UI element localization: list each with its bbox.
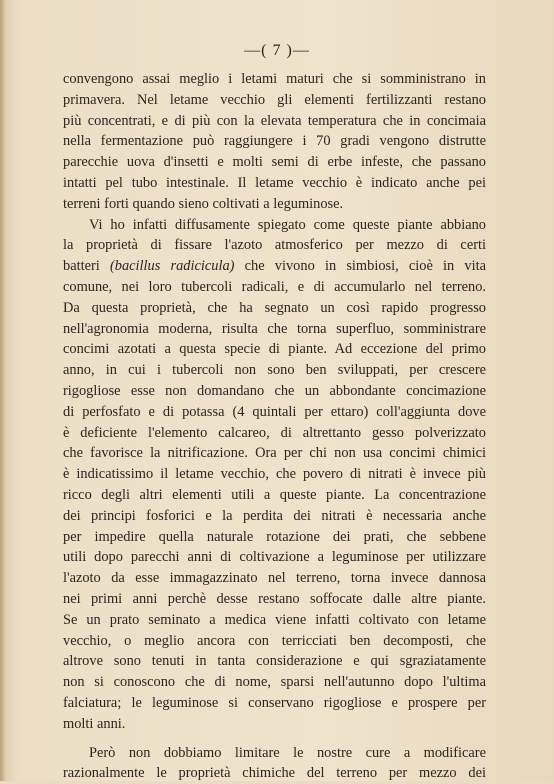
text-line: è deficiente l'elemento calcareo, di altrettanto gesso polverizzato <box>63 423 486 444</box>
text-line: falciatura; le leguminose si conservano rigogliose e prospere per <box>63 693 486 714</box>
text-line: razionalmente le proprietà chimiche del terreno per mezzo dei <box>63 763 486 784</box>
text-segment: batteri <box>63 258 110 274</box>
text-line: è indicatissimo il letame vecchio, che povero di nitrati è invece più <box>63 464 486 485</box>
text-line: nell'agronomia moderna, risulta che torna superfluo, somministrare <box>63 319 486 340</box>
text-line: ricco degli altri elementi utili a queste piante. La concentrazione <box>63 485 486 506</box>
text-line: l'azoto da esse immagazzinato nel terreno, torna invece dannosa <box>63 568 486 589</box>
body-text <box>63 69 486 784</box>
paragraph-1 <box>63 69 486 215</box>
italic-term: (bacillus radicicula) <box>110 258 235 274</box>
text-line: per impedire quella naturale rotazione dei prati, che sebbene <box>63 527 486 548</box>
text-line: molti anni. <box>63 714 486 735</box>
page-number: —( 7 )— <box>0 42 554 60</box>
text-line: Da questa proprietà, che ha segnato un così rapido progresso <box>63 298 486 319</box>
text-line: parecchie uova d'insetti e molti semi di erbe infeste, che passano <box>63 152 486 173</box>
paragraph-2 <box>63 215 486 735</box>
text-line-mixed <box>63 256 486 277</box>
text-line: nei primi anni perchè desse restano soffocate dalle altre piante. <box>63 589 486 610</box>
text-line: anno, in cui i tubercoli non sono ben sviluppati, per crescere <box>63 360 486 381</box>
text-line: nella fermentazione può raggiungere i 70 gradi vengono distrutte <box>63 131 486 152</box>
text-line: comune, nei loro tubercoli radicali, e di accumularlo nel terreno. <box>63 277 486 298</box>
text-line: convengono assai meglio i letami maturi che si somministrano in <box>63 69 486 90</box>
text-line: non si conoscono che di nome, sparsi nell'autunno dopo l'ultima <box>63 672 486 693</box>
text-line: di perfosfato e di potassa (4 quintali per ettaro) coll'aggiunta dove <box>63 402 486 423</box>
text-line: la proprietà di fissare l'azoto atmosferico per mezzo di certi <box>63 235 486 256</box>
paragraph-gap <box>63 735 486 743</box>
text-line: Però non dobbiamo limitare le nostre cure a modificare <box>63 743 486 764</box>
text-line: dei principi fosforici e la perdita dei nitrati è necessaria anche <box>63 506 486 527</box>
text-line: Se un prato seminato a medica viene infatti coltivato con letame <box>63 610 486 631</box>
text-line: che favorisce la nitrificazione. Ora per chi non usa concimi chimici <box>63 443 486 464</box>
text-line: altrove sono tenuti in tanta considerazione e qui sgraziatamente <box>63 651 486 672</box>
text-line: utili dopo parecchi anni di coltivazione a leguminose per utilizzare <box>63 547 486 568</box>
text-segment: che vivono in simbiosi, cioè in vita <box>234 258 486 274</box>
text-line: Vi ho infatti diffusamente spiegato come queste piante abbiano <box>63 215 486 236</box>
text-line: vecchio, o meglio ancora con terricciati ben decomposti, che <box>63 631 486 652</box>
text-line: più concentrati, e di più con la elevata temperatura che in concimaia <box>63 111 486 132</box>
text-line: terreni forti quando sieno coltivati a leguminose. <box>63 194 486 215</box>
text-line: rigogliose esse non domandano che un abbondante concimazione <box>63 381 486 402</box>
text-line: concimi azotati a questa specie di piante. Ad eccezione del primo <box>63 339 486 360</box>
paragraph-3 <box>63 743 486 784</box>
text-line: primavera. Nel letame vecchio gli elementi fertilizzanti restano <box>63 90 486 111</box>
text-line: intatti pel tubo intestinale. Il letame vecchio è indicato anche pei <box>63 173 486 194</box>
